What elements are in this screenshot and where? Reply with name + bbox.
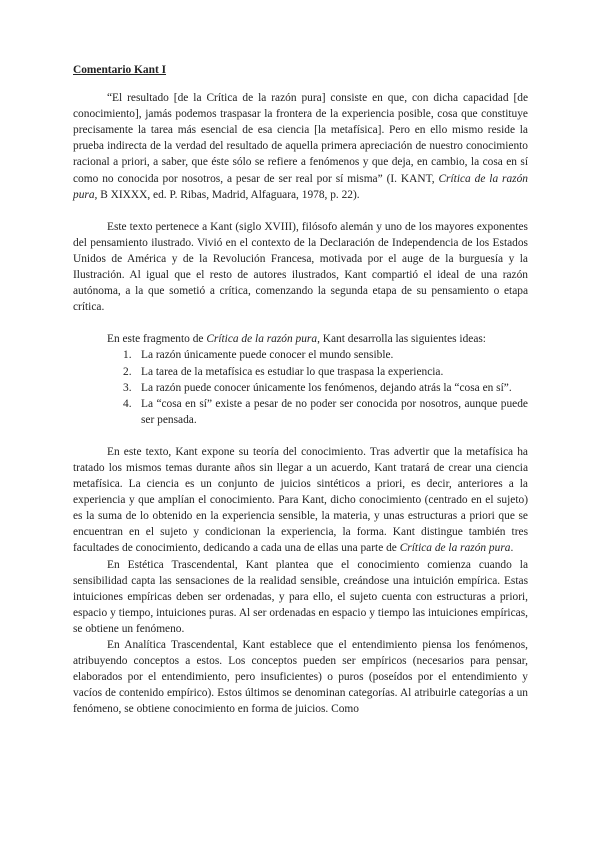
quote-text: “El resultado [de la Crítica de la razón pura] consiste en que, con dicha capacidad [de conocimiento], jamás podemos traspasar la frontera de la experiencia posible, cosa que constituye precisamente la tarea más esencial de esa ciencia [la metafísica]. Pero en ello mismo reside la prueba indirecta de la verdad del resultado de aquella primera apreciación de nuestro conocimiento racional a priori, a saber, que éste sólo se refiere a fenómenos y que deja, en cambio, la cosa en sí como no conocida por nosotros, a pesar de ser real por sí misma” (I. KANT, bbox=[73, 92, 528, 185]
list-item: 1. La razón únicamente puede conocer el mundo sensible. bbox=[123, 349, 394, 362]
analytic-paragraph: En Analítica Trascendental, Kant establece que el entendimiento piensa los fenómenos, atribuyendo conceptos a estos. Los conceptos pueden ser empíricos (necesarios para pensar, elaborados por el entendimiento, pero insuficientes) o puros (poseídos por el entendimiento y vacíos de contenido empírico). Estos últimos se denominan categorías. Al atribuirle categorías a un fenómeno, se obtiene conocimiento en forma de juicios. Como bbox=[73, 639, 528, 716]
ideas-list bbox=[73, 347, 528, 427]
document-page bbox=[73, 62, 528, 717]
kant-quote bbox=[73, 90, 528, 203]
ideas-work-title: Crítica de la razón pura bbox=[206, 333, 318, 346]
document-title: Comentario Kant I bbox=[73, 64, 167, 76]
quote-citation: B XIXXX, ed. P. Ribas, Madrid, Alfaguara, 1978, p. 22). bbox=[97, 188, 360, 201]
quote-work-title: Crítica de la razón pura, bbox=[73, 172, 528, 201]
ideas-intro: En este fragmento de Crítica de la razón pura, Kant desarrolla las siguientes ideas: bbox=[107, 333, 486, 346]
list-item: 4. La “cosa en sí” existe a pesar de no poder ser conocida por nosotros, aunque puede ser pensada. bbox=[123, 397, 528, 426]
theory-paragraph: En este texto, Kant expone su teoría del conocimiento. Tras advertir que la metafísica ha tratado los mismos temas durante años sin llegar a un acuerdo, Kant tratará de crear una ciencia metafísica. La ciencia es un conjunto de juicios sintéticos a priori, es decir, anteriores a la experiencia y que amplían el conocimiento. Para Kant, dicho conocimiento (centrado en el sujeto) es la suma de lo obtenido en la experiencia sensible, la materia, y unas estructuras a priori que se encuentran en el sujeto y condicionan la experiencia, la forma. Kant distingue también tres facultades de conocimiento, dedicando a cada una de ellas una parte de Crítica de la razón pura. bbox=[73, 445, 528, 555]
context-paragraph: Este texto pertenece a Kant (siglo XVIII), filósofo alemán y uno de los mayores exponentes del pensamiento ilustrado. Vivió en el contexto de la Declaración de Independencia de los Estados Unidos de América y de la Revolución Francesa, motivada por el auge de la burguesía y la Ilustración. Al igual que el resto de autores ilustrados, Kant compartió el ideal de una razón autónoma, a la que sometió a crítica, comenzando la segunda etapa de su pensamiento o etapa crítica. bbox=[73, 220, 528, 314]
aesthetic-paragraph: En Estética Trascendental, Kant plantea que el conocimiento comienza cuando la sensibilidad capta las sensaciones de la realidad sensible, creándose una intuición empírica. Estas intuiciones empíricas deben ser ordenadas, y para ello, el sujeto cuenta con estructuras a priori, espacio y tiempo, intuiciones puras. Al ser ordenadas en espacio y tiempo las intuiciones empíricas, se obtiene un fenómeno. bbox=[73, 558, 528, 635]
list-item: 3. La razón puede conocer únicamente los fenómenos, dejando atrás la “cosa en sí”. bbox=[123, 381, 512, 394]
theory-work-title: Crítica de la razón pura bbox=[399, 542, 511, 555]
list-item: 2. La tarea de la metafísica es estudiar lo que traspasa la experiencia. bbox=[123, 365, 444, 378]
